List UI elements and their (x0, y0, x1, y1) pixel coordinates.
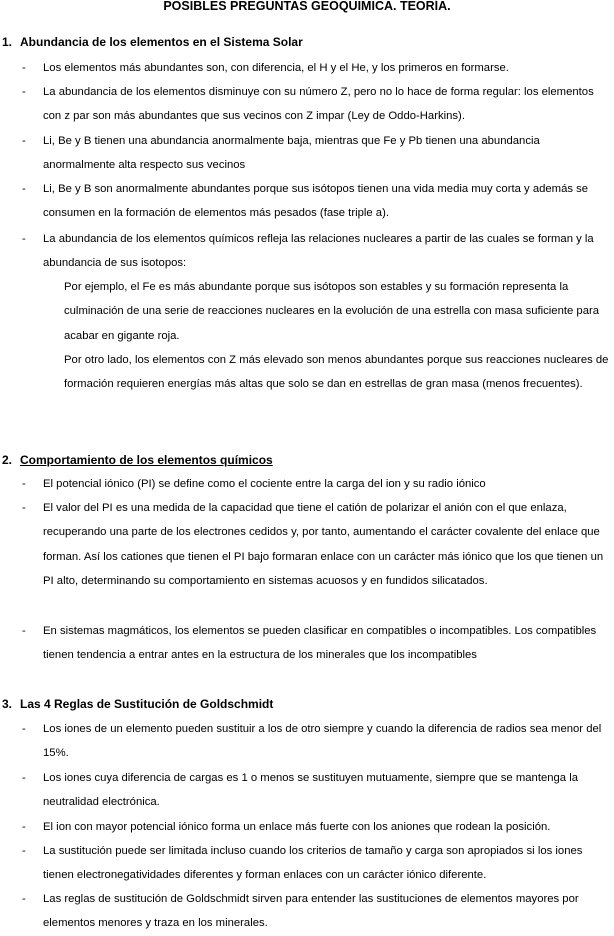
section-heading-1 (2, 34, 303, 50)
section-title: Las 4 Reglas de Sustitución de Goldschmidt (20, 697, 274, 711)
bullet: - (22, 893, 26, 905)
list-item-text: El potencial iónico (PI) se define como el cociente entre la carga del ion y su radio iónico (43, 478, 486, 490)
bullet: - (22, 821, 26, 833)
list-item (0, 815, 612, 839)
list-item (0, 472, 612, 496)
list-item (0, 496, 612, 594)
list-item-text: Los iones cuya diferencia de cargas es 1 o menos se sustituyen mutuamente, siempre que se mantenga la neutralidad electrónica. (43, 772, 579, 809)
bullet: - (22, 772, 26, 784)
list-item (0, 80, 612, 129)
list-item (0, 227, 612, 276)
bullet: - (22, 135, 26, 147)
section-title: Abundancia de los elementos en el Sistema Solar (20, 35, 303, 49)
page-title: POSIBLES PREGUNTAS GEOQUIMICA. TEORÍA. (163, 0, 451, 13)
bullet: - (22, 183, 26, 195)
list-item (0, 839, 612, 888)
list-item (0, 717, 612, 766)
section-heading-2 (2, 452, 273, 468)
list-item-text: Los iones de un elemento pueden sustituir a los de otro siempre y cuando la diferencia de radios sea menor del 15%. (43, 723, 602, 760)
list-item (0, 887, 612, 936)
bullet: - (22, 478, 26, 490)
bullet: - (22, 62, 26, 74)
section-heading-3 (2, 696, 273, 712)
sub-paragraph: Por otro lado, los elementos con Z más elevado son menos abundantes porque sus reacciones nucleares de formación requieren energías más altas que solo se dan en estrellas de gran masa (menos frecuentes). (64, 354, 609, 391)
list-item-text: Li, Be y B son anormalmente abundantes porque sus isótopos tienen una vida media muy corta y además se consumen en la formación de elementos más pesados (fase triple a). (43, 183, 589, 220)
list-item-text: La abundancia de los elementos químicos refleja las relaciones nucleares a partir de las cuales se forman y la abundancia de sus isotopos: (43, 233, 594, 270)
list-item-text: La abundancia de los elementos disminuye con su número Z, pero no lo hace de forma regular: los elementos con z par son más abundantes que sus vecinos con Z impar (Ley de Oddo-Harkins). (43, 86, 594, 123)
bullet: - (22, 502, 26, 514)
section-number: 3. (2, 697, 13, 711)
list-item-text: En sistemas magmáticos, los elementos se pueden clasificar en compatibles o incompatibles. Los compatibles tienen tendencia a entrar antes en la estructura de los minerales que los incompatibles (43, 625, 597, 662)
list-item (0, 766, 612, 815)
sub-paragraph: Por ejemplo, el Fe es más abundante porque sus isótopos son estables y su formación representa la culminación de una serie de reacciones nucleares en la evolución de una estrella con masa suficiente para acabar en gigante roja. (64, 281, 600, 342)
list-item-text: La sustitución puede ser limitada incluso cuando los criterios de tamaño y carga son apropiados si los iones tienen electronegatividades diferentes y forman enlaces con un carácter iónico diferente. (43, 845, 583, 882)
list-item (0, 129, 612, 178)
list-item-text: El ion con mayor potencial iónico forma un enlace más fuerte con los aniones que rodean la posición. (43, 821, 551, 833)
list-item (0, 619, 612, 668)
section-number: 1. (2, 35, 13, 49)
list-item-text: Las reglas de sustitución de Goldschmidt sirven para entender las sustituciones de elementos mayores por elementos menores y traza en los minerales. (43, 893, 579, 930)
bullet: - (22, 233, 26, 245)
bullet: - (22, 625, 26, 637)
bullet: - (22, 86, 26, 98)
list-item-text: El valor del PI es una medida de la capacidad que tiene el catión de polarizar el anión con el que enlaza, recuperando una parte de los electrones cedidos y, por tanto, aumentando el carácter covalente del enlace que forman. Así los cationes que tienen el PI bajo formaran enlace con un carácter más iónico que los que tienen un PI alto, determinando su comportamiento en sistemas acuosos y en fundidos silicatados. (43, 502, 604, 588)
section-title: Comportamiento de los elementos químicos (20, 453, 273, 467)
list-item (0, 56, 612, 80)
list-item (0, 177, 612, 226)
bullet: - (22, 845, 26, 857)
section-number: 2. (2, 453, 13, 467)
list-item-text: Los elementos más abundantes son, con diferencia, el H y el He, y los primeros en formarse. (43, 62, 509, 74)
bullet: - (22, 723, 26, 735)
list-item-text: Li, Be y B tienen una abundancia anormalmente baja, mientras que Fe y Pb tienen una abundancia anormalmente alta respecto sus vecinos (43, 135, 540, 172)
